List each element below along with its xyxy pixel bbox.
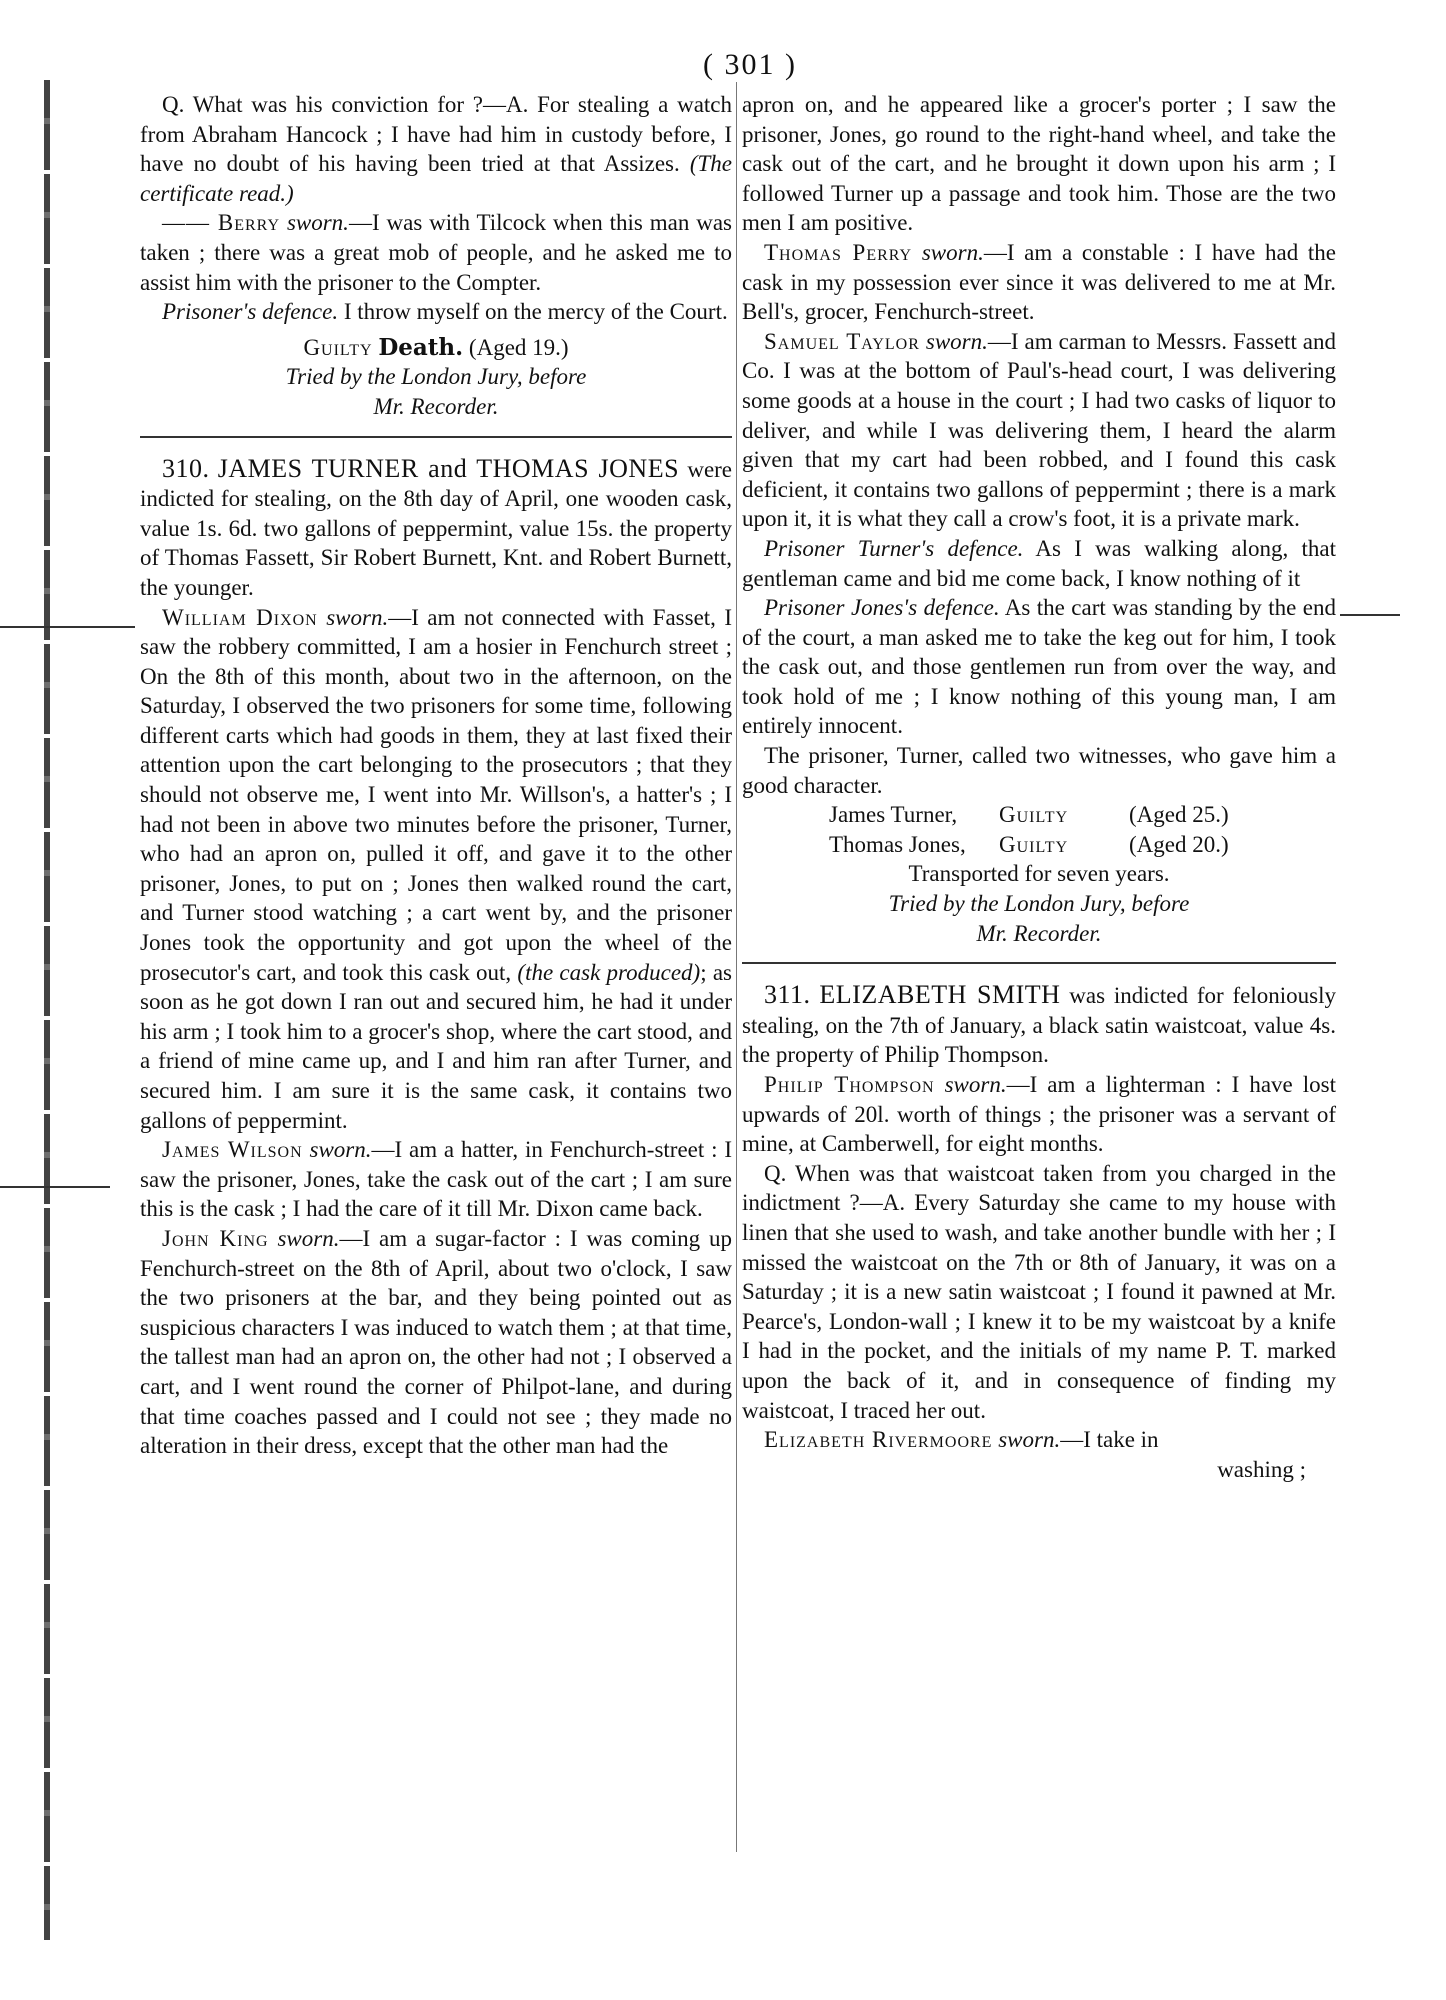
tried-by-line: Tried by the London Jury, before: [285, 364, 587, 390]
paragraph: apron on, and he appeared like a grocer's porter ; I saw the prisoner, Jones, go round to the right-hand wheel, and take the cask out of the cart, and he brought it down upon his arm ; I followed Turner up a passage and took him. Those are the two men I am positive.: [742, 92, 1336, 236]
column-divider: [736, 82, 737, 1852]
verdict-age: (Aged 20.): [1129, 831, 1229, 857]
sentence-line: Transported for seven years.: [908, 861, 1170, 887]
verdict-result: Guilty: [999, 802, 1069, 828]
verdict-age: (Aged 25.): [1129, 802, 1229, 828]
verdict-result: Guilty: [999, 831, 1069, 857]
left-column: [140, 90, 732, 1461]
page-number: ( 301 ): [703, 48, 797, 81]
recorder-line: Mr. Recorder.: [976, 920, 1102, 946]
paragraph: Q. When was that waistcoat taken from you charged in the indictment ?—A. Every Saturday she came to my house with linen that she used to wash, and take another bundle with her ; I missed the waistcoat on the 7th or 8th of January, it was on a Saturday ; it is a new satin waistcoat ; I found it pawned at Mr. Pearce's, London-wall ; I knew it to be my waistcoat by a knife I had in the pocket, and the initials of my name P. T. marked upon the back of it, and in consequence of finding my waistcoat, I traced her out.: [742, 1160, 1336, 1423]
paragraph: Elizabeth Rivermoore sworn.—I take in: [764, 1427, 1159, 1453]
paragraph: John King sworn.—I am a sugar-factor : I was coming up Fenchurch-street on the 8th of April, about two o'clock, I saw the two prisoners at the bar, and they being pointed out as suspicious characters I was induced to watch them ; at that time, the tallest man had an apron on, the other had not ; I observed a cart, and I went round the corner of Philpot-lane, and during that time coaches passed and I could not see ; they made no alteration in their dress, except that the other man had the: [140, 1225, 732, 1459]
case-heading: 310. JAMES TURNER and THOMAS JONES were indicted for stealing, on the 8th day of April, one wooden cask, value 1s. 6d. two gallons of peppermint, value 15s. the property of Thomas Fassett, Sir Robert Burnett, Knt. and Robert Burnett, the younger.: [140, 453, 733, 600]
catchword: washing ;: [1217, 1456, 1306, 1482]
case-separator: [742, 962, 1336, 964]
paragraph: Thomas Perry sworn.—I am a constable : I have had the cask in my possession ever since it was delivered to me at Mr. Bell's, grocer, Fenchurch-street.: [742, 239, 1336, 325]
paragraph: Prisoner's defence. I throw myself on the mercy of the Court.: [162, 299, 728, 325]
paragraph: The prisoner, Turner, called two witnesses, who gave him a good character.: [742, 743, 1336, 798]
paragraph: William Dixon sworn.—I am not connected with Fasset, I saw the robbery committed, I am a hosier in Fenchurch street ; On the 8th of this month, about two in the afternoon, on the Saturday, I observed the two prisoners for some time, following different carts which had goods in them, they at last fixed their attention upon the cart belonging to the prosecutors ; that they should not observe me, I went into Mr. Willson's, a hatter's ; I had not been in above two minutes before the prisoner, Turner, who had an apron on, pulled it off, and gave it to the other prisoner, Jones, to put on ; Jones then walked round the cart, and Turner stood watching ; a cart went by, and the prisoner Jones took the opportunity and got upon the wheel of the prosecutor's cart, and took this cask out, (the cask produced); as soon as he got down I ran out and secured him, he had it under his arm ; I took him to a grocer's shop, where the cart stood, and a friend of mine came up, and I and him ran after Turner, and secured him. I am sure it is the same cask, it contains two gallons of peppermint.: [140, 604, 733, 1133]
verdict-name: Thomas Jones,: [829, 831, 966, 857]
binding-mark: [0, 626, 135, 628]
paragraph: Prisoner Jones's defence. As the cart was standing by the end of the court, a man asked me to take the keg out for him, I took the cask out, and those gentlemen run from over the way, and took hold of me ; I know nothing of this young man, I am entirely innocent.: [742, 595, 1336, 739]
binding-edge: [44, 80, 50, 1940]
right-column: [742, 90, 1336, 1484]
recorder-line: Mr. Recorder.: [373, 393, 499, 419]
tried-by-line: Tried by the London Jury, before: [888, 891, 1190, 917]
paragraph: Q. What was his conviction for ?—A. For stealing a watch from Abraham Hancock ; I have had him in custody before, I have no doubt of his having been tried at that Assizes. (The certificate read.): [140, 92, 732, 206]
paragraph: James Wilson sworn.—I am a hatter, in Fenchurch-street : I saw the prisoner, Jones, take the cask out of the cart ; I am sure this is the cask ; I had the care of it till Mr. Dixon came back.: [140, 1137, 733, 1222]
case-separator: [140, 436, 732, 438]
paragraph: Samuel Taylor sworn.—I am carman to Messrs. Fassett and Co. I was at the bottom of Paul's-head court, I was delivering some goods at a house in the court ; I had two casks of liquor to deliver, and while I was delivering them, I heard the alarm given that my cart had been robbed, and I found this cask deficient, it contains two gallons of peppermint ; there is a mark upon it, it is what they call a crow's foot, it is a private mark.: [742, 328, 1337, 532]
paragraph: Philip Thompson sworn.—I am a lighterman : I have lost upwards of 20l. worth of things ; the prisoner was a servant of mine, at Camberwell, for eight months.: [742, 1072, 1336, 1157]
verdict-line: Guilty Death. (Aged 19.): [303, 333, 569, 361]
paragraph: —— Berry sworn.—I was with Tilcock when this man was taken ; there was a great mob of people, and he asked me to assist him with the prisoner to the Compter.: [140, 210, 732, 295]
binding-mark: [0, 1186, 110, 1188]
paragraph: Prisoner Turner's defence. As I was walking along, that gentleman came and bid me come back, I know nothing of it: [742, 535, 1336, 591]
margin-mark: [1340, 614, 1400, 616]
case-heading: 311. ELIZABETH SMITH was indicted for feloniously stealing, on the 7th of January, a black satin waistcoat, value 4s. the property of Philip Thompson.: [742, 980, 1337, 1068]
verdict-table: [742, 800, 1336, 859]
verdict-name: James Turner,: [829, 802, 958, 828]
